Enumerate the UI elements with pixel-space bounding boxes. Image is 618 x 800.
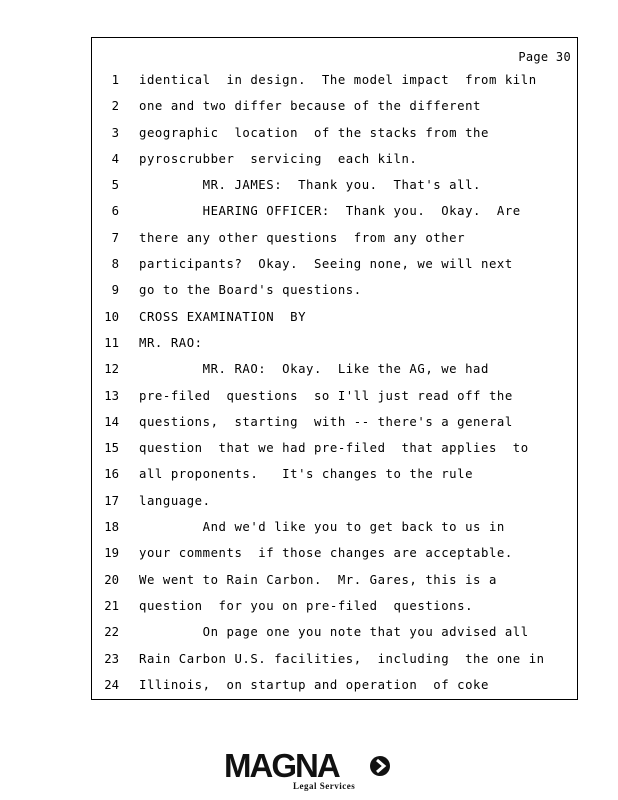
transcript-line [92,464,577,490]
transcript-line [92,517,577,543]
line-text: And we'd like you to get back to us in [139,520,505,535]
magna-logo [224,748,394,793]
line-number: 16 [104,467,119,482]
line-number: 8 [111,257,119,272]
line-text: MR. RAO: [139,335,203,350]
transcript-line [92,649,577,675]
transcript-line [92,491,577,517]
transcript-line [92,175,577,201]
line-text: question that we had pre-filed that applies to [139,441,529,456]
line-text: identical in design. The model impact from kiln [139,73,537,87]
line-number: 18 [104,520,119,535]
line-text: On page one you note that you advised all [139,625,529,640]
transcript-line [92,675,577,701]
transcript-page [91,37,578,700]
line-text: HEARING OFFICER: Thank you. Okay. Are [139,204,521,219]
line-number: 23 [104,651,119,666]
line-text: there any other questions from any other [139,230,466,245]
line-number: 12 [104,362,119,377]
transcript-line [92,570,577,596]
line-number: 21 [104,598,119,613]
transcript-lines [92,70,577,701]
transcript-line [92,149,577,175]
line-number: 13 [104,388,119,403]
line-text: participants? Okay. Seeing none, we will next [139,257,513,272]
page-number: Page 30 [518,50,571,64]
line-number: 2 [111,99,119,114]
transcript-line [92,622,577,648]
arrow-circle-icon [369,755,391,777]
line-number: 10 [104,309,119,324]
transcript-line [92,596,577,622]
transcript-line [92,333,577,359]
line-number: 17 [104,493,119,508]
line-number: 11 [104,335,119,350]
line-text: pre-filed questions so I'll just read off the [139,388,513,403]
line-text: one and two differ because of the different [139,99,481,114]
line-text: go to the Board's questions. [139,283,362,298]
line-text: your comments if those changes are acceptable. [139,546,513,561]
transcript-line [92,123,577,149]
line-text: CROSS EXAMINATION BY [139,309,307,324]
line-number: 20 [104,572,119,587]
transcript-line [92,70,577,96]
line-number: 24 [104,677,119,692]
transcript-line [92,386,577,412]
line-text: language. [139,493,211,508]
transcript-line [92,96,577,122]
transcript-line [92,254,577,280]
line-text: MR. JAMES: Thank you. That's all. [139,178,481,193]
logo-tagline: Legal Services [293,781,356,791]
line-number: 6 [111,204,119,219]
line-number: 3 [111,125,119,140]
line-number: 9 [111,283,119,298]
line-text: geographic location of the stacks from the [139,125,489,140]
line-number: 15 [104,441,119,456]
line-number: 19 [104,546,119,561]
transcript-line [92,228,577,254]
line-text: Rain Carbon U.S. facilities, including the one in [139,651,545,666]
line-text: question for you on pre-filed questions. [139,598,474,613]
line-text: Illinois, on startup and operation of coke [139,677,489,692]
logo-wordmark: MAGNA [224,747,339,784]
transcript-line [92,280,577,306]
line-number: 1 [111,73,119,87]
line-text: pyroscrubber servicing each kiln. [139,151,418,166]
transcript-line [92,359,577,385]
transcript-line [92,412,577,438]
line-number: 4 [111,151,119,166]
line-text: We went to Rain Carbon. Mr. Gares, this is a [139,572,497,587]
line-text: all proponents. It's changes to the rule [139,467,474,482]
transcript-line [92,438,577,464]
line-number: 7 [111,230,119,245]
line-text: questions, starting with -- there's a general [139,414,513,429]
line-number: 14 [104,414,119,429]
line-text: MR. RAO: Okay. Like the AG, we had [139,362,489,377]
transcript-line [92,543,577,569]
transcript-line [92,201,577,227]
line-number: 22 [104,625,119,640]
transcript-line [92,307,577,333]
line-number: 5 [111,178,119,193]
